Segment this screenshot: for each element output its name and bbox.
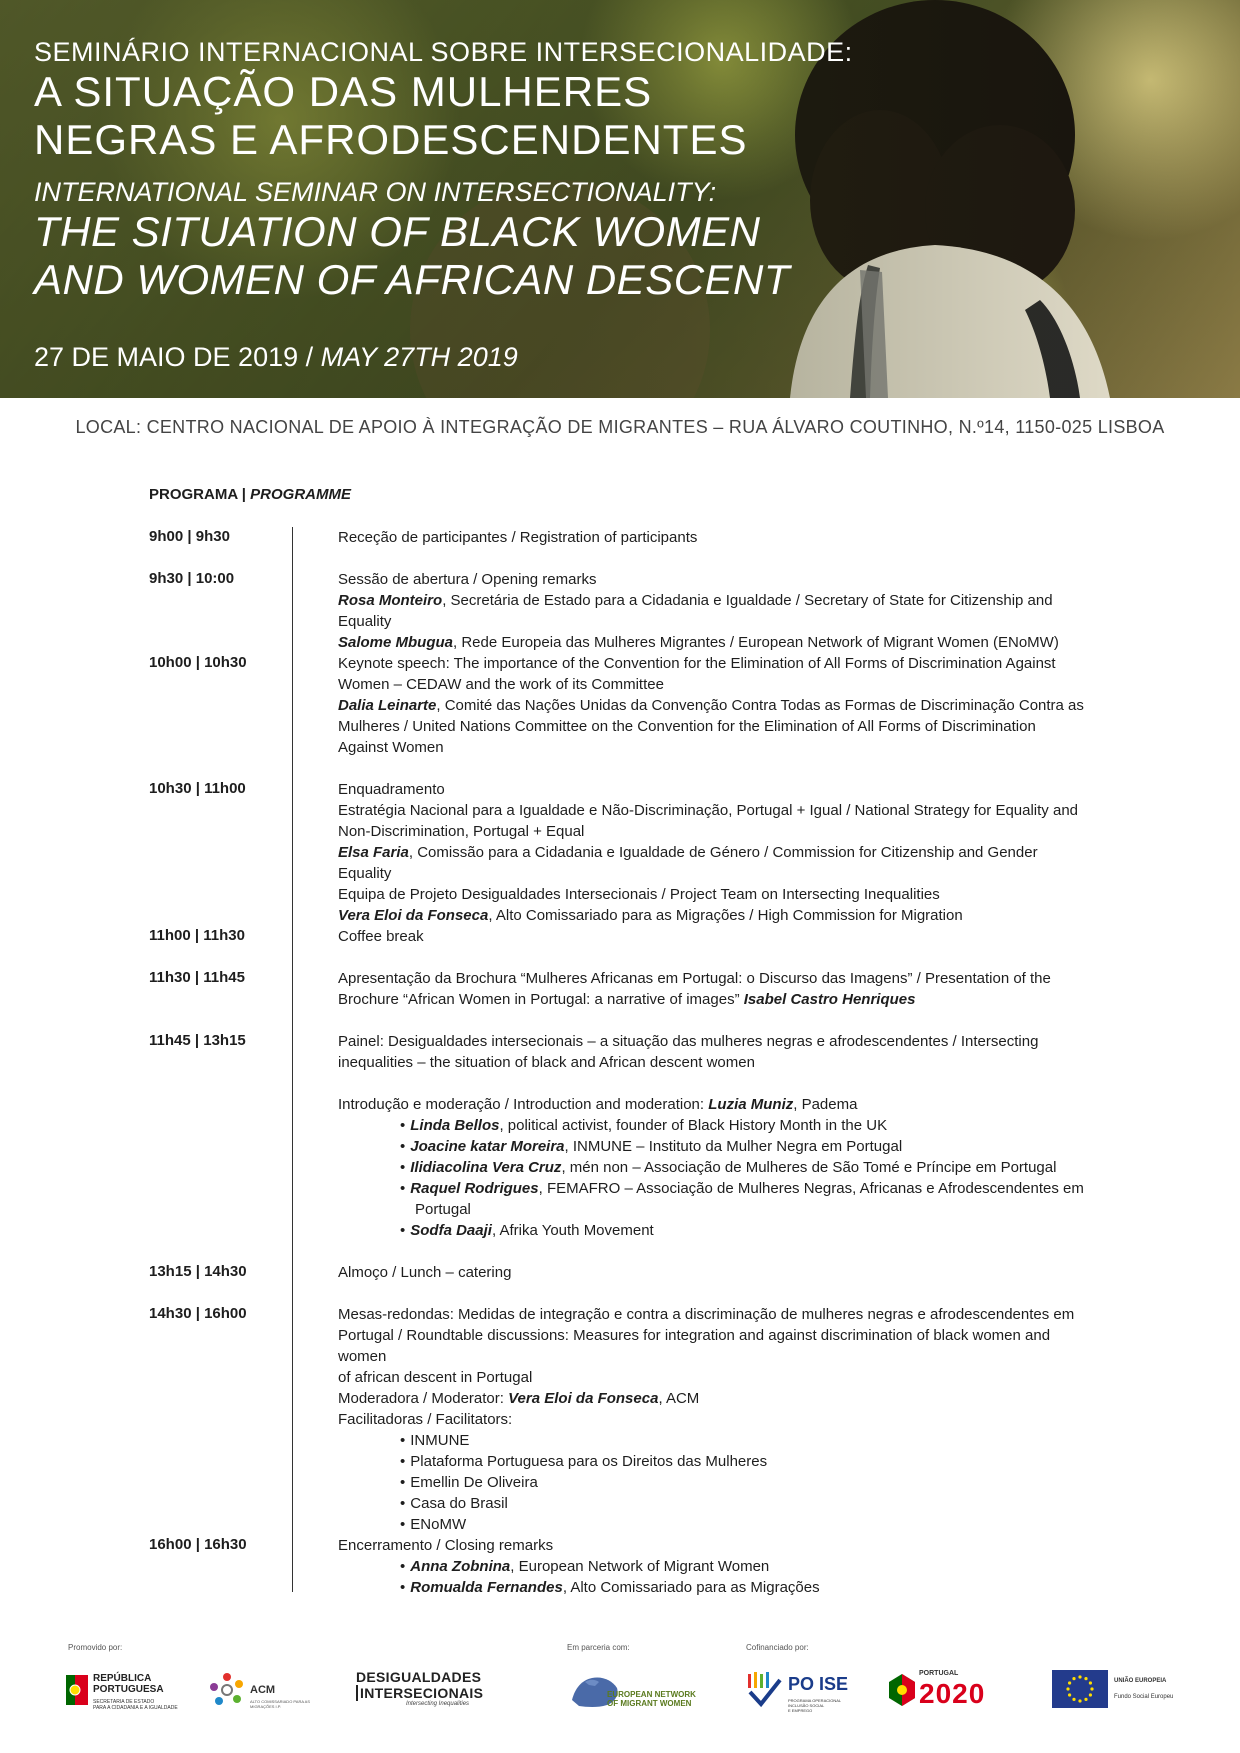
session-closing [338, 1535, 1088, 1598]
location-line: LOCAL: CENTRO NACIONAL DE APOIO À INTEGRAÇÃO DE MIGRANTES – RUA ÁLVARO COUTINHO, N.º14, 1150-025 LISBOA [75, 417, 1165, 437]
session-text: Moderadora / Moderator: [338, 1390, 504, 1407]
timeline-divider [292, 527, 293, 1592]
speaker-name: Anna Zobnina [410, 1558, 511, 1575]
promoted-by-label: Promovido por: [68, 1643, 123, 1652]
session-time: 10h00 | 10h30 [149, 654, 247, 671]
speaker-role: , Afrika Youth Movement [491, 1222, 654, 1239]
enomw-logo [567, 1670, 727, 1720]
session-line: Receção de participantes / Registration of participants [338, 529, 698, 546]
speaker-role: , ACM [658, 1390, 700, 1407]
poise-logo [746, 1670, 856, 1720]
speaker-role-continued: Portugal [415, 1201, 471, 1218]
session-line: of african descent in Portugal [338, 1369, 533, 1386]
session-line: Estratégia Nacional para a Igualdade e Não-Discriminação, Portugal + Igual / National Strategy for Equality and [338, 802, 1079, 819]
session-line: Portugal / Roundtable discussions: Measures for integration and against discrimination of black women and women [338, 1327, 1051, 1365]
session-opening [338, 569, 1088, 653]
session-line: Coffee break [338, 928, 424, 945]
session-lunch [338, 1262, 1088, 1283]
speaker-role: , Alto Comissariado para as Migrações / High Commission for Migration [488, 907, 963, 924]
session-brochure [338, 968, 1088, 1010]
speaker-name: Sodfa Daaji [410, 1222, 492, 1239]
title-en-line3: AND WOMEN OF AFRICAN DESCENT [34, 256, 791, 303]
title-en-line2: THE SITUATION OF BLACK WOMEN [34, 208, 761, 255]
speaker-role: , mén non – Associação de Mulheres de São Tomé e Príncipe em Portugal [561, 1159, 1057, 1176]
panel-speaker [338, 1220, 1088, 1241]
speaker-role: , Comissão para a Cidadania e Igualdade de Género / Commission for Citizenship and Gender Equality [338, 844, 1038, 882]
acm-logo [207, 1670, 317, 1720]
session-line: Non-Discrimination, Portugal + Equal [338, 823, 585, 840]
speaker-role: , Rede Europeia das Mulheres Migrantes / European Network of Migrant Women (ENoMW) [453, 634, 1059, 651]
hero-banner [0, 0, 1240, 398]
portugal-2020-logo [889, 1670, 1014, 1720]
p2020-big: 2020 [919, 1678, 986, 1709]
closing-speaker [338, 1577, 1088, 1598]
di-line1: DESIGUALDADES [356, 1669, 482, 1685]
portugal-2020-flag-icon [889, 1674, 915, 1706]
speaker-role: , Comité das Nações Unidas da Convenção Contra Todas as Formas de Discriminação Contra as [436, 697, 1084, 714]
session-line [338, 1388, 1088, 1409]
session-time: 11h45 | 13h15 [149, 1032, 246, 1049]
session-line: inequalities – the situation of black and African descent women [338, 1054, 755, 1071]
speaker-name: Elsa Faria [338, 844, 409, 861]
session-line: Keynote speech: The importance of the Convention for the Elimination of All Forms of Discrimination Against [338, 655, 1056, 672]
title-pt-line2: A SITUAÇÃO DAS MULHERES [34, 68, 653, 115]
acm-sub: ALTO COMISSARIADO PARA AS MIGRAÇÕES I.P. [250, 1699, 311, 1709]
session-line [338, 842, 1088, 884]
facilitator-item: • Casa do Brasil [338, 1493, 1088, 1514]
session-roundtables [338, 1304, 1088, 1535]
rp-line2: PORTUGUESA [93, 1684, 164, 1695]
title-en-line1: INTERNATIONAL SEMINAR ON INTERSECTIONALITY: [34, 177, 717, 207]
programme-title-en: PROGRAMME [250, 486, 351, 503]
speaker-name: Raquel Rodrigues [410, 1180, 539, 1197]
poise-sub2: INCLUSÃO SOCIAL [788, 1703, 825, 1708]
eu-logo [1052, 1670, 1192, 1720]
speaker-role: , European Network of Migrant Women [510, 1558, 770, 1575]
panel-speaker [338, 1136, 1088, 1157]
session-line: Mulheres / United Nations Committee on the Convention for the Elimination of All Forms of Discrimination [338, 718, 1036, 735]
session-line: Facilitadoras / Facilitators: [338, 1411, 513, 1428]
session-registration [338, 527, 1088, 548]
di-sub: Intersecting Inequalities [406, 1701, 470, 1707]
session-line [338, 1094, 1088, 1115]
panel-speaker [338, 1178, 1088, 1199]
session-time: 11h30 | 11h45 [149, 969, 245, 986]
session-time: 16h00 | 16h30 [149, 1536, 247, 1553]
session-line: Apresentação da Brochura “Mulheres Africanas em Portugal: o Discurso das Imagens” / Presentation of the [338, 970, 1051, 987]
facilitator-item: • ENoMW [338, 1514, 1088, 1535]
speaker-name: Vera Eloi da Fonseca [338, 907, 489, 924]
session-line: Equipa de Projeto Desigualdades Intersecionais / Project Team on Intersecting Inequalities [338, 886, 940, 903]
session-line: Enquadramento [338, 781, 445, 798]
acm-figures-icon [207, 1670, 247, 1710]
poise-sub3: E EMPREGO [788, 1708, 813, 1713]
session-line [338, 905, 1088, 926]
speaker-name: Luzia Muniz [708, 1096, 794, 1113]
session-line: Painel: Desigualdades intersecionais – a situação das mulheres negras e afrodescendentes / Intersecting [338, 1033, 1039, 1050]
session-keynote [338, 653, 1088, 758]
session-line: Mesas-redondas: Medidas de integração e contra a discriminação de mulheres negras e afrodescendentes em [338, 1306, 1075, 1323]
session-text: Introdução e moderação / Introduction and moderation: [338, 1096, 705, 1113]
poise-sub1: PROGRAMA OPERACIONAL [788, 1698, 842, 1703]
session-time: 14h30 | 16h00 [149, 1305, 247, 1322]
programme-title-pt: PROGRAMA | [149, 486, 246, 503]
sponsor-footer [0, 1640, 1240, 1753]
session-line: Encerramento / Closing remarks [338, 1537, 554, 1554]
session-line: Women – CEDAW and the work of its Committee [338, 676, 664, 693]
facilitator-item: • Plataforma Portuguesa para os Direitos das Mulheres [338, 1451, 1088, 1472]
p2020-small: PORTUGAL [919, 1670, 959, 1677]
speaker-name: Ilidiacolina Vera Cruz [410, 1159, 562, 1176]
speaker-name: Salome Mbugua [338, 634, 454, 651]
speaker-name: Dalia Leinarte [338, 697, 437, 714]
session-line [338, 695, 1088, 716]
event-date [34, 342, 518, 373]
facilitator-item: • INMUNE [338, 1430, 1088, 1451]
session-line [338, 632, 1088, 653]
panel-speaker [338, 1115, 1088, 1136]
session-time: 11h00 | 11h30 [149, 927, 245, 944]
session-line: Almoço / Lunch – catering [338, 1264, 512, 1281]
session-line [338, 590, 1088, 632]
title-pt-line1: SEMINÁRIO INTERNACIONAL SOBRE INTERSECIONALIDADE: [34, 37, 853, 67]
session-text: Brochure “African Women in Portugal: a narrative of images” [338, 991, 740, 1008]
eu-line2: Fundo Social Europeu [1114, 1694, 1174, 1700]
portugal-flag-icon [66, 1675, 88, 1705]
poise-check-icon [746, 1670, 784, 1710]
title-pt-line3: NEGRAS E AFRODESCENDENTES [34, 116, 748, 163]
di-line2: INTERSECIONAIS [356, 1685, 521, 1701]
partnership-label: Em parceria com: [567, 1643, 630, 1652]
programme-title [149, 486, 351, 503]
enomw-line2: OF MIGRANT WOMEN [607, 1699, 692, 1708]
speaker-role: , INMUNE – Instituto da Mulher Negra em Portugal [564, 1138, 903, 1155]
speaker-role: , Alto Comissariado para as Migrações [562, 1579, 820, 1596]
session-line: Against Women [338, 739, 444, 756]
eu-line1: UNIÃO EUROPEIA [1114, 1678, 1167, 1684]
session-panel [338, 1031, 1088, 1241]
date-en: MAY 27TH 2019 [320, 342, 518, 372]
closing-speaker [338, 1556, 1088, 1577]
speaker-role: , Secretária de Estado para a Cidadania e Igualdade / Secretary of State for Citizenship and Equality [338, 592, 1053, 630]
poise-text: PO ISE [788, 1674, 849, 1694]
eu-flag-icon [1052, 1670, 1108, 1708]
speaker-name: Linda Bellos [410, 1117, 500, 1134]
acm-text: ACM [250, 1684, 276, 1696]
speaker-role: , political activist, founder of Black History Month in the UK [499, 1117, 888, 1134]
speaker-name: Isabel Castro Henriques [743, 991, 916, 1008]
rp-sub2: PARA A CIDADANIA E A IGUALDADE [93, 1705, 178, 1711]
enomw-line1: EUROPEAN NETWORK [607, 1690, 696, 1699]
speaker-name: Vera Eloi da Fonseca [508, 1390, 659, 1407]
speaker-role: , FEMAFRO – Associação de Mulheres Negras, Africanas e Afrodescendentes em [538, 1180, 1084, 1197]
republica-portuguesa-logo [66, 1673, 186, 1723]
desigualdades-intersecionais-logo [356, 1669, 521, 1721]
session-line [338, 989, 1088, 1010]
session-framework [338, 779, 1088, 926]
session-time: 10h30 | 11h00 [149, 780, 246, 797]
speaker-name: Romualda Fernandes [410, 1579, 563, 1596]
session-time: 13h15 | 14h30 [149, 1263, 247, 1280]
date-pt: 27 DE MAIO DE 2019 / [34, 342, 314, 372]
cofinanced-label: Cofinanciado por: [746, 1643, 809, 1652]
speaker-name: Joacine katar Moreira [410, 1138, 565, 1155]
speaker-name: Rosa Monteiro [338, 592, 443, 609]
speaker-role: , Padema [793, 1096, 858, 1113]
rp-line1: REPÚBLICA [93, 1673, 152, 1684]
facilitator-item: • Emellin De Oliveira [338, 1472, 1088, 1493]
rp-sub1: SECRETARIA DE ESTADO [93, 1699, 155, 1705]
session-coffee-break [338, 926, 1088, 947]
session-time: 9h30 | 10:00 [149, 570, 235, 587]
session-time: 9h00 | 9h30 [149, 528, 230, 545]
panel-speaker [338, 1157, 1088, 1178]
session-line: Sessão de abertura / Opening remarks [338, 571, 597, 588]
